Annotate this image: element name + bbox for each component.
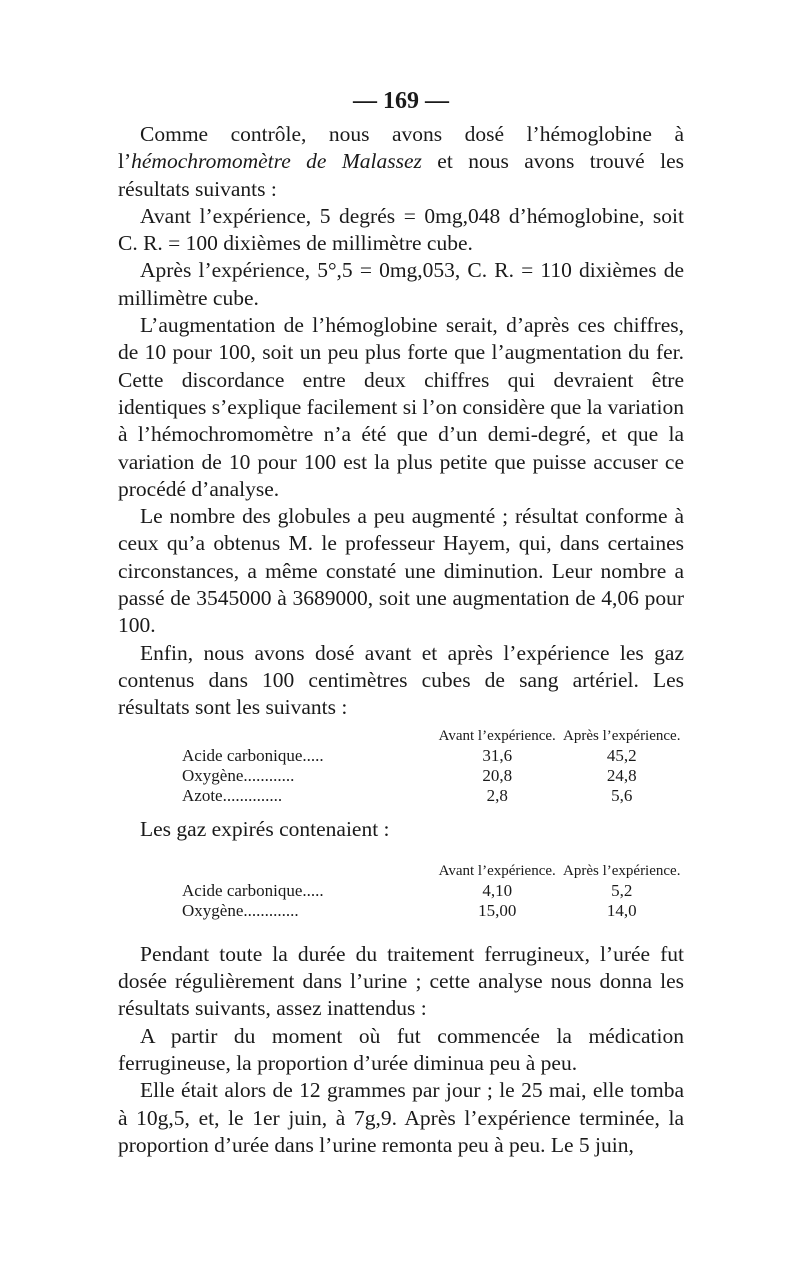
col-before: Avant l’expérience.	[438, 862, 556, 879]
paragraph-urea: Pendant toute la durée du traitement ferrugineux, l’urée fut dosée régulièrement dans l’urine ; cette analyse nous donna les résultats suivants, assez inattendus :	[118, 941, 684, 1021]
expired-gas-table	[118, 863, 684, 921]
paragraph-control	[118, 121, 684, 203]
row-label: Oxygène............	[182, 765, 295, 785]
blood-gas-table	[118, 728, 684, 806]
paragraph-before: Avant l’expérience, 5 degrés = 0mg,048 d’hémoglobine, soit C. R. = 100 dixièmes de millimètre cube.	[118, 203, 684, 256]
paragraph-control-end: et nous avons trouvé les résultats suivants :	[118, 149, 685, 201]
row-label: Acide carbonique.....	[182, 880, 324, 900]
value-before: 20,8	[482, 765, 513, 785]
value-before: 15,00	[478, 900, 517, 920]
table-row	[118, 901, 684, 921]
value-after: 24,8	[606, 765, 637, 785]
table-header	[118, 863, 684, 881]
value-before: 4,10	[482, 880, 513, 900]
row-label: Acide carbonique.....	[182, 745, 324, 765]
page-number: — 169 —	[353, 88, 449, 114]
paragraph-expired: Les gaz expirés contenaient :	[140, 816, 390, 841]
table-row	[118, 786, 684, 806]
value-before: 31,6	[482, 745, 513, 765]
paragraph-after: Après l’expérience, 5°,5 = 0mg,053, C. R. = 110 dixièmes de millimètre cube.	[118, 258, 684, 310]
row-label: Azote..............	[182, 785, 283, 805]
value-before: 2,8	[486, 785, 508, 805]
col-before: Avant l’expérience.	[438, 727, 556, 744]
book-page	[118, 86, 684, 1159]
table-row	[118, 766, 684, 786]
value-after: 5,2	[611, 880, 633, 900]
instrument-name: hémochromomètre de Malassez	[131, 149, 422, 174]
table-row	[118, 881, 684, 901]
table-row	[118, 746, 684, 766]
value-after: 14,0	[606, 900, 637, 920]
paragraph-globules: Le nombre des globules a peu augmenté ; résultat conforme à ceux qu’a obtenus M. le professeur Hayem, qui, dans certaines circonstances, a même constaté une diminution. Leur nombre a passé de 3545000 à 3689000, soit une augmentation de 4,06 pour 100.	[118, 504, 684, 638]
row-label: Oxygène.............	[182, 900, 299, 920]
paragraph-control-start: Comme contrôle, nous avons dosé l’hémoglobine à l’	[118, 122, 684, 174]
paragraph-gases: Enfin, nous avons dosé avant et après l’expérience les gaz contenus dans 100 centimètres cubes de sang artériel. Les résultats sont les suivants :	[118, 640, 684, 720]
paragraph-hemoglobin: L’augmentation de l’hémoglobine serait, d’après ces chiffres, de 10 pour 100, soit un peu plus forte que l’augmentation du fer. Cette discordance entre deux chiffres qui devraient être identiques s’explique facilement si l’on considère que la variation à l’hémochromomètre n’a été que d’un demi-degré, et que la variation de 10 pour 100 est la plus petite que puisse accuser ce procédé d’analyse.	[118, 313, 684, 501]
value-after: 45,2	[606, 745, 637, 765]
value-after: 5,6	[611, 785, 633, 805]
col-after: Après l’expérience.	[563, 862, 681, 879]
paragraph-urea-values: Elle était alors de 12 grammes par jour ; le 25 mai, elle tomba à 10g,5, et, le 1er juin, à 7g,9. Après l’expérience terminée, la proportion d’urée dans l’urine remonta peu à peu. Le 5 juin,	[118, 1078, 684, 1157]
col-after: Après l’expérience.	[563, 727, 681, 744]
table-header	[118, 728, 684, 746]
paragraph-medication: A partir du moment où fut commencée la médication ferrugineuse, la proportion d’urée diminua peu à peu.	[118, 1023, 684, 1076]
